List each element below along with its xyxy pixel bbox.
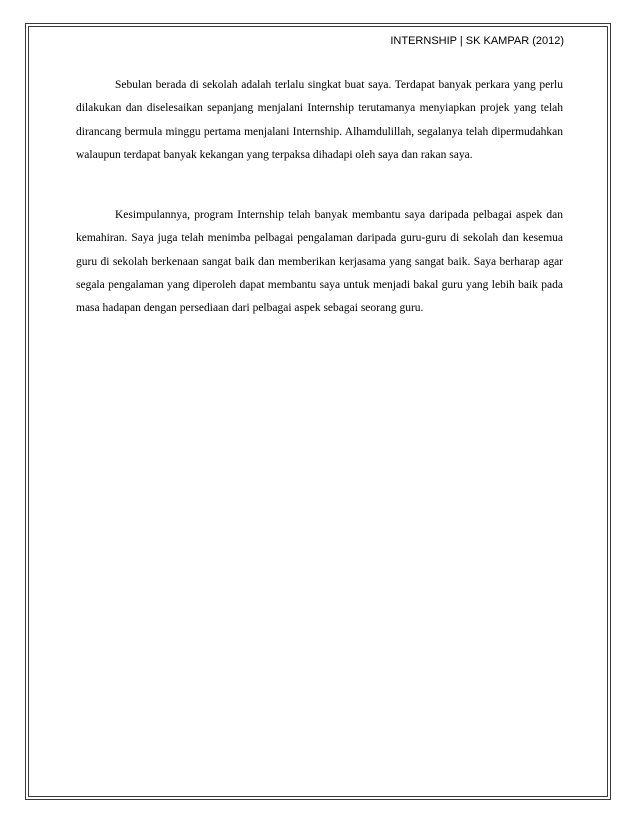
paragraph-2: Kesimpulannya, program Internship telah banyak membantu saya daripada pelbagai aspek dan kemahiran. Saya juga telah menimba pelbagai pengalaman daripada guru-guru di sekolah dan kesemua guru di sekolah berkenaan sangat baik dan memberikan kerjasama yang sangat baik. Saya berharap agar segala pengalaman yang diperoleh dapat membantu saya untuk menjadi bakal guru yang lebih baik pada masa hadapan dengan persediaan dari pelbagai aspek sebagai seorang guru. — [76, 209, 563, 315]
page-header: INTERNSHIP | SK KAMPAR (2012) — [390, 35, 564, 47]
document-body — [76, 74, 563, 321]
paragraph-1: Sebulan berada di sekolah adalah terlalu singkat buat saya. Terdapat banyak perkara yang perlu dilakukan dan diselesaikan sepanjang menjalani Internship terutamanya menyiapkan projek yang telah dirancang bermula minggu pertama menjalani Internship. Alhamdulillah, segalanya telah dipermudahkan walaupun terdapat banyak kekangan yang terpaksa dihadapi oleh saya dan rakan saya. — [76, 79, 563, 161]
